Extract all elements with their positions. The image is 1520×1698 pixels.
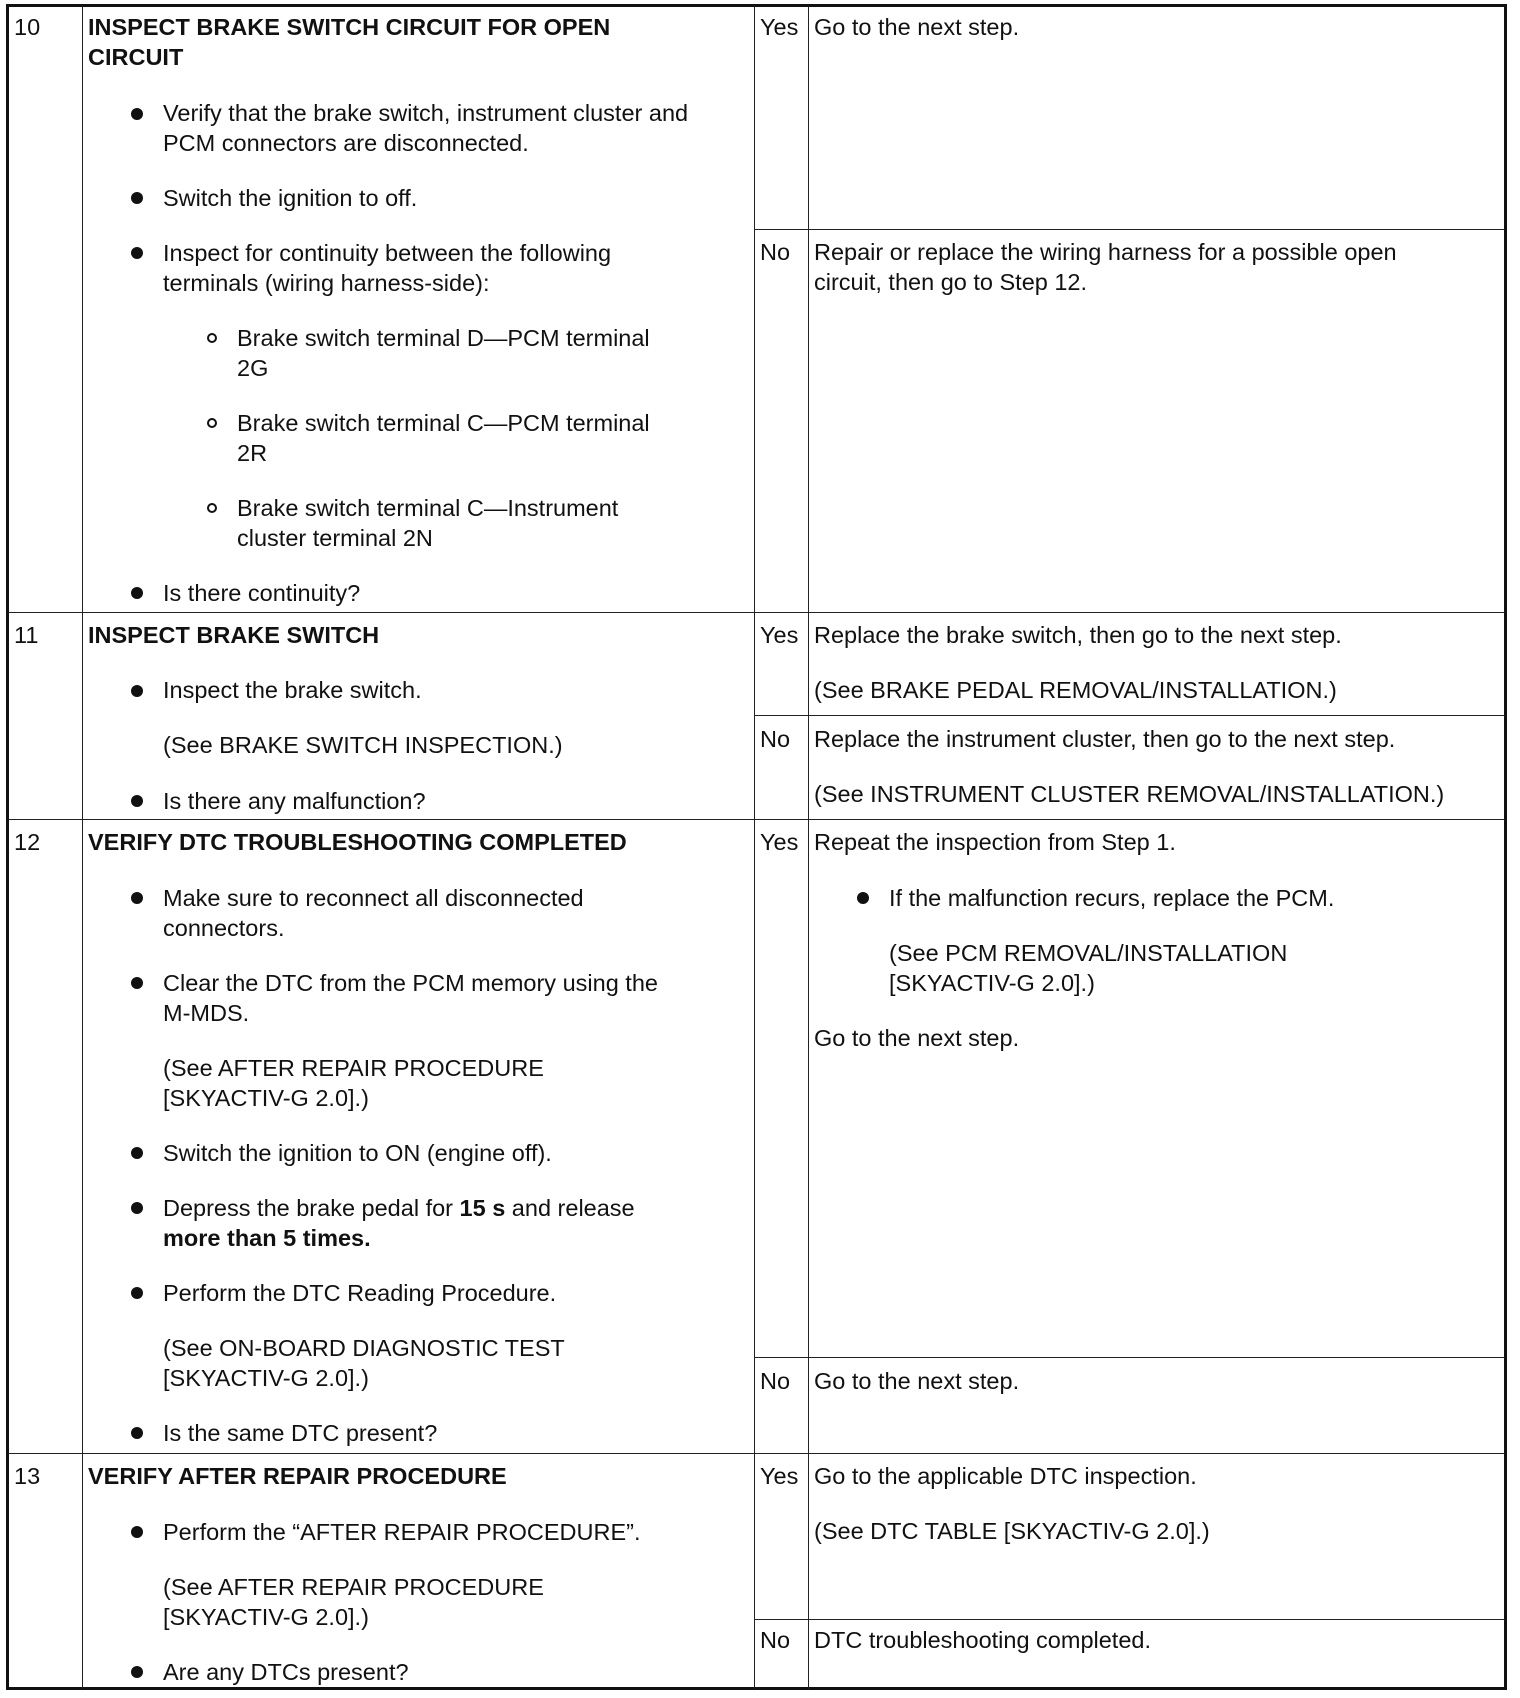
- no-label: No: [760, 1368, 791, 1394]
- column-divider: [808, 6, 809, 1689]
- yes-result: Go to the next step.: [814, 1025, 1020, 1051]
- step-title: INSPECT BRAKE SWITCH: [88, 622, 380, 648]
- list-item: Are any DTCs present?: [163, 1659, 409, 1685]
- bullet-icon: [131, 192, 143, 204]
- sub-list-item: cluster terminal 2N: [237, 525, 433, 551]
- list-item: terminals (wiring harness-side):: [163, 270, 490, 296]
- yes-result: Repeat the inspection from Step 1.: [814, 829, 1176, 855]
- reference-note: (See BRAKE SWITCH INSPECTION.): [163, 732, 563, 758]
- list-item-emphasis: more than 5 times: [163, 1225, 365, 1251]
- list-item: Inspect for continuity between the following: [163, 240, 612, 266]
- no-label: No: [760, 1627, 791, 1653]
- no-reference: (See INSTRUMENT CLUSTER REMOVAL/INSTALLATION.): [814, 781, 1445, 807]
- sub-list-item: 2G: [237, 355, 269, 381]
- list-item: Clear the DTC from the PCM memory using the: [163, 970, 658, 996]
- list-item-emphasis: 15 s: [459, 1195, 506, 1221]
- sub-bullet-icon: [207, 503, 217, 513]
- list-item: connectors.: [163, 915, 285, 941]
- reference-note: [SKYACTIV-G 2.0].): [163, 1365, 369, 1391]
- yes-list-item: If the malfunction recurs, replace the PCM.: [889, 885, 1335, 911]
- step-number: 11: [14, 622, 39, 648]
- list-item: Is there any malfunction?: [163, 788, 426, 814]
- no-label: No: [760, 239, 791, 265]
- yes-result: Go to the applicable DTC inspection.: [814, 1463, 1197, 1489]
- reference-note: (See AFTER REPAIR PROCEDURE: [163, 1055, 544, 1081]
- list-item: Is the same DTC present?: [163, 1420, 438, 1446]
- list-item-text: Depress the brake pedal for: [163, 1195, 460, 1221]
- step-number: 10: [14, 14, 41, 40]
- yes-no-divider: [754, 715, 1505, 716]
- reference-note: (See AFTER REPAIR PROCEDURE: [163, 1574, 544, 1600]
- bullet-icon: [131, 795, 143, 807]
- yes-reference: (See PCM REMOVAL/INSTALLATION: [889, 940, 1288, 966]
- list-item: Switch the ignition to ON (engine off).: [163, 1140, 552, 1166]
- bullet-icon: [131, 1287, 143, 1299]
- row-divider: [8, 612, 1505, 613]
- list-item: M-MDS.: [163, 1000, 250, 1026]
- yes-label: Yes: [760, 622, 799, 648]
- step-title: CIRCUIT: [88, 44, 184, 70]
- sub-list-item: 2R: [237, 440, 268, 466]
- bullet-icon: [131, 247, 143, 259]
- no-result: Go to the next step.: [814, 1368, 1020, 1394]
- list-item-text: and release: [505, 1195, 635, 1221]
- column-divider: [754, 6, 755, 1689]
- yes-no-divider: [754, 1357, 1505, 1358]
- bullet-icon: [131, 977, 143, 989]
- no-result: Repair or replace the wiring harness for a possible open: [814, 239, 1397, 265]
- yes-result: Go to the next step.: [814, 14, 1020, 40]
- no-result: DTC troubleshooting completed.: [814, 1627, 1152, 1653]
- row-divider: [8, 819, 1505, 820]
- yes-no-divider: [754, 229, 1505, 230]
- yes-label: Yes: [760, 14, 799, 40]
- step-number: 13: [14, 1463, 41, 1489]
- row-divider: [8, 1453, 1505, 1454]
- sub-list-item: Brake switch terminal C—PCM terminal: [237, 410, 650, 436]
- sub-bullet-icon: [207, 418, 217, 428]
- yes-reference: [SKYACTIV-G 2.0].): [889, 970, 1095, 996]
- bullet-icon: [131, 1666, 143, 1678]
- bullet-icon: [131, 1526, 143, 1538]
- list-item: [163, 1223, 371, 1253]
- bullet-icon: [131, 108, 143, 120]
- reference-note: [SKYACTIV-G 2.0].): [163, 1085, 369, 1111]
- yes-result: Replace the brake switch, then go to the next step.: [814, 622, 1342, 648]
- yes-reference: (See DTC TABLE [SKYACTIV-G 2.0].): [814, 1518, 1210, 1544]
- list-item: Perform the “AFTER REPAIR PROCEDURE”.: [163, 1519, 641, 1545]
- list-item: PCM connectors are disconnected.: [163, 130, 529, 156]
- list-item: Perform the DTC Reading Procedure.: [163, 1280, 557, 1306]
- bullet-icon: [857, 892, 869, 904]
- yes-label: Yes: [760, 829, 799, 855]
- bullet-icon: [131, 1427, 143, 1439]
- sub-list-item: Brake switch terminal C—Instrument: [237, 495, 619, 521]
- step-title: INSPECT BRAKE SWITCH CIRCUIT FOR OPEN: [88, 14, 611, 40]
- bullet-icon: [131, 685, 143, 697]
- list-item: Is there continuity?: [163, 580, 361, 606]
- reference-note: (See ON-BOARD DIAGNOSTIC TEST: [163, 1335, 565, 1361]
- list-item-text: .: [364, 1225, 371, 1251]
- reference-note: [SKYACTIV-G 2.0].): [163, 1604, 369, 1630]
- bullet-icon: [131, 1202, 143, 1214]
- list-item: Inspect the brake switch.: [163, 677, 422, 703]
- step-number: 12: [14, 829, 41, 855]
- list-item: Verify that the brake switch, instrument cluster and: [163, 100, 689, 126]
- bullet-icon: [131, 1147, 143, 1159]
- list-item: Switch the ignition to off.: [163, 185, 418, 211]
- yes-label: Yes: [760, 1463, 799, 1489]
- column-divider: [82, 6, 83, 1689]
- step-title: VERIFY DTC TROUBLESHOOTING COMPLETED: [88, 829, 627, 855]
- list-item: [163, 1193, 635, 1223]
- no-result: Replace the instrument cluster, then go to the next step.: [814, 726, 1396, 752]
- sub-list-item: Brake switch terminal D—PCM terminal: [237, 325, 650, 351]
- no-label: No: [760, 726, 791, 752]
- no-result: circuit, then go to Step 12.: [814, 269, 1088, 295]
- step-title: VERIFY AFTER REPAIR PROCEDURE: [88, 1463, 507, 1489]
- yes-reference: (See BRAKE PEDAL REMOVAL/INSTALLATION.): [814, 677, 1337, 703]
- sub-bullet-icon: [207, 333, 217, 343]
- yes-no-divider: [754, 1619, 1505, 1620]
- bullet-icon: [131, 587, 143, 599]
- list-item: Make sure to reconnect all disconnected: [163, 885, 584, 911]
- bullet-icon: [131, 892, 143, 904]
